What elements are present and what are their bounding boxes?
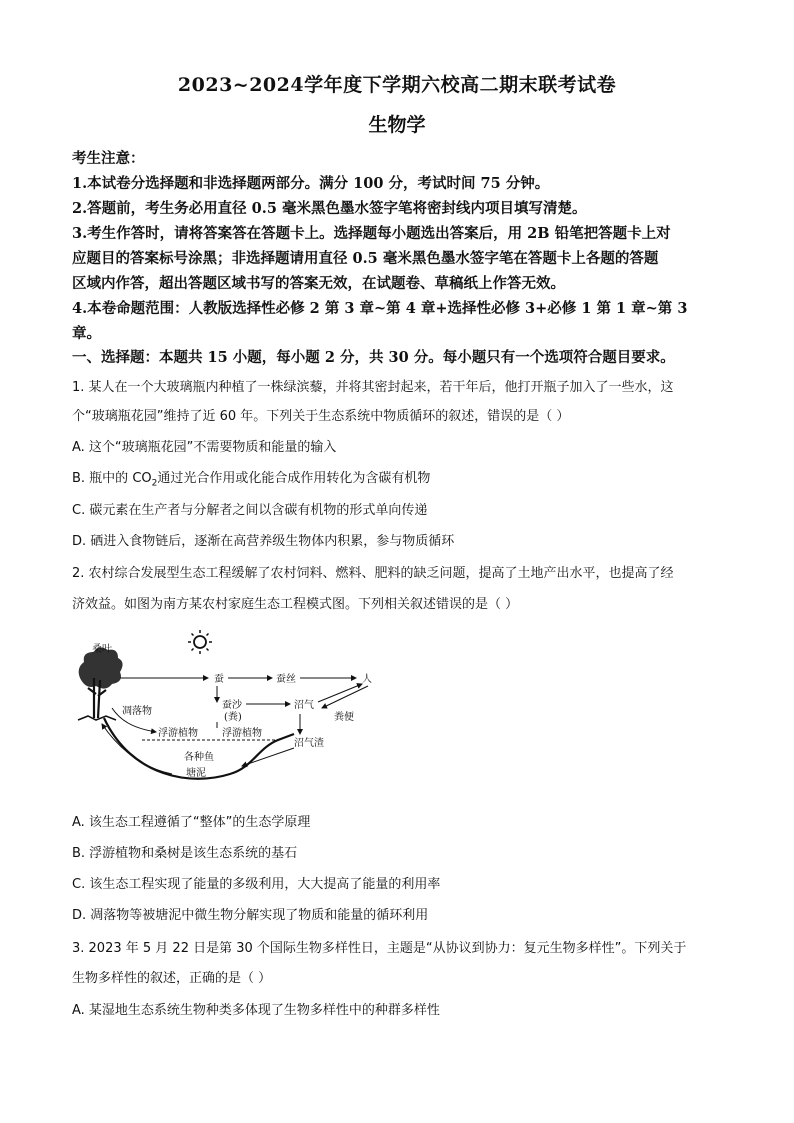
- label-tangni: 塘泥: [186, 768, 206, 779]
- question-1-stem: 个“玻璃瓶花园”维持了近 60 年。下列关于生态系统中物质循环的叙述，错误的是（ ）: [72, 409, 570, 424]
- question-1-option-d: D. 硒进入食物链后，逐渐在高营养级生物体内积累，参与物质循环: [72, 534, 455, 549]
- label-sangye: 桑叶: [92, 644, 112, 655]
- eco-engineering-diagram: [72, 628, 392, 788]
- label-zhaoqizha: 沼气渣: [294, 738, 324, 749]
- notice-item: 4.本卷命题范围：人教版选择性必修 2 第 3 章~第 4 章+选择性必修 3+必修 1 第 1 章~第 3: [72, 300, 688, 317]
- question-3-stem: 生物多样性的叙述，正确的是（ ）: [72, 971, 272, 986]
- question-1-stem: 1. 某人在一个大玻璃瓶内种植了一株绿滨藜，并将其密封起来，若干年后，他打开瓶子加入了一些水，这: [72, 380, 674, 395]
- sun-icon: [188, 630, 212, 654]
- notice-item: 3.考生作答时，请将答案答在答题卡上。选择题每小题选出答案后，用 2B 铅笔把答题卡上对: [72, 225, 671, 242]
- label-ren: 人: [362, 674, 372, 685]
- question-2-stem: 2. 农村综合发展型生态工程缓解了农村饲料、燃料、肥料的缺乏问题，提高了土地产出水平，也提高了经: [72, 566, 674, 581]
- question-2-option-a: A. 该生态工程遵循了“整体”的生态学原理: [72, 815, 311, 830]
- question-1-option-a: A. 这个“玻璃瓶花园”不需要物质和能量的输入: [72, 440, 337, 455]
- question-1-option-c: C. 碳元素在生产者与分解者之间以含碳有机物的形式单向传递: [72, 503, 428, 518]
- label-cansi: 蚕丝: [276, 674, 296, 685]
- label-fuyou-right: 浮游植物: [222, 728, 262, 739]
- label-diaoluowu: 凋落物: [122, 706, 152, 717]
- question-3-stem: 3. 2023 年 5 月 22 日是第 30 个国际生物多样性日，主题是“从协议到协力：复元生物多样性”。下列关于: [72, 941, 687, 956]
- question-2-option-d: D. 凋落物等被塘泥中微生物分解实现了物质和能量的循环利用: [72, 908, 429, 923]
- label-cansha: 蚕沙: [222, 700, 242, 711]
- notice-item: 章。: [72, 325, 101, 342]
- question-2-option-c: C. 该生态工程实现了能量的多级利用，大大提高了能量的利用率: [72, 877, 441, 892]
- notice-item: 1.本试卷分选择题和非选择题两部分。满分 100 分，考试时间 75 分钟。: [72, 175, 550, 192]
- question-1-option-b: B. 瓶中的 $CO_2$通过光合作用或化能合成作用转化为含碳有机物: [72, 471, 431, 489]
- notice-heading: 考生注意：: [72, 150, 145, 167]
- label-fuyou-left: 浮游植物: [158, 728, 198, 739]
- question-3-option-a: A. 某湿地生态系统生物种类多体现了生物多样性中的种群多样性: [72, 1003, 440, 1018]
- label-can: 蚕: [214, 674, 224, 685]
- label-fenbian: 粪便: [334, 712, 354, 723]
- notice-item: 区域内作答，超出答题区域书写的答案无效，在试题卷、草稿纸上作答无效。: [72, 275, 565, 292]
- label-zhaoqi: 沼气: [294, 700, 314, 711]
- mulberry-tree-icon: [78, 647, 123, 720]
- exam-title: 2023~2024学年度下学期六校高二期末联考试卷: [177, 74, 617, 96]
- notice-item: 2.答题前，考生务必用直径 0.5 毫米黑色墨水签字笔将密封线内项目填写清楚。: [72, 200, 587, 217]
- section-heading: 一、选择题：本题共 15 小题，每小题 2 分，共 30 分。每小题只有一个选项符合题目要求。: [72, 349, 675, 366]
- label-cansha-note: (粪): [224, 712, 242, 723]
- question-2-option-b: B. 浮游植物和桑树是该生态系统的基石: [72, 846, 298, 861]
- label-gezhongyu: 各种鱼: [184, 752, 214, 763]
- notice-item: 应题目的答案标号涂黑；非选择题请用直径 0.5 毫米黑色墨水签字笔在答题卡上各题的答题: [72, 250, 659, 267]
- question-2-stem: 济效益。如图为南方某农村家庭生态工程模式图。下列相关叙述错误的是（ ）: [72, 597, 519, 612]
- subject-title: 生物学: [368, 114, 426, 136]
